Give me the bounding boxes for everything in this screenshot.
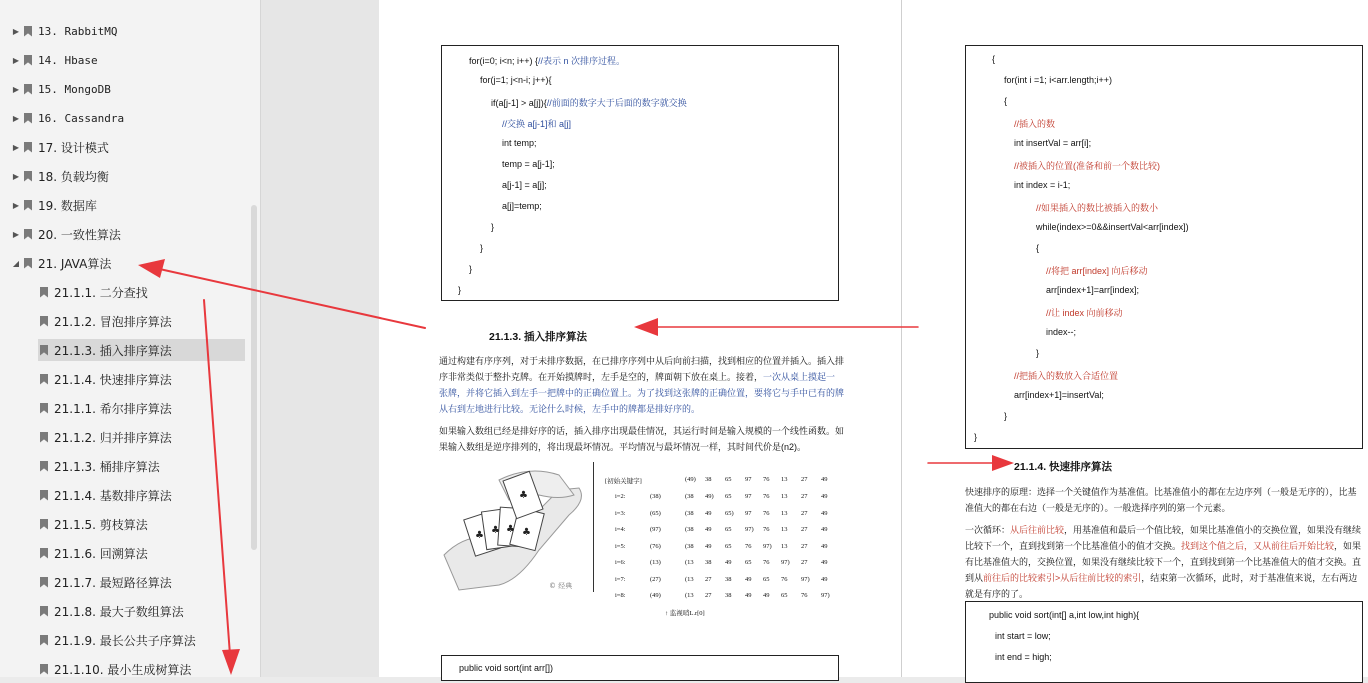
sidebar-item-label: 21.1.9. 最长公共子序算法: [54, 633, 196, 648]
quick-sort-code-block: [965, 601, 1363, 683]
code-comment: //被插入的位置(准备和前一个数比较): [1014, 161, 1160, 171]
sidebar-item-label: 14. Hbase: [38, 53, 98, 67]
code-comment: //把插入的数放入合适位置: [1014, 371, 1119, 381]
figure-divider: [593, 462, 594, 592]
table-cell: 65: [725, 526, 732, 533]
table-cell: 27: [705, 592, 712, 599]
para-text: ，如果有比基准值大的，交换位置，如果没有继续比较下一个，直到找到第一个比基准值大的值才交换。直到从: [965, 541, 1362, 583]
page-right: [902, 0, 1368, 677]
code-line: index--;: [1046, 327, 1077, 337]
sidebar-item[interactable]: [38, 426, 245, 448]
code-line: arr[index+1]=arr[index];: [1046, 285, 1140, 295]
table-cell: 49: [821, 476, 828, 483]
insertion-sort-complexity: 如果输入数组已经是排好序的话，插入排序出现最佳情况，其运行时间是输入规模的一个线性函数。如果输入数组是逆序排列的，将出现最坏情况。平均情况与最坏情况一样，其时间代价是(n2)。: [439, 426, 845, 452]
code-line: int end = high;: [995, 652, 1052, 662]
code-text: a[j]=temp;: [502, 201, 542, 211]
sidebar-item[interactable]: [10, 136, 250, 158]
code-text: for(i=0; i<n; i++) {: [469, 56, 539, 66]
table-cell: (38: [685, 509, 694, 517]
quick-sort-loop-description: [965, 522, 1363, 602]
chevron-right-icon[interactable]: ▶: [12, 171, 20, 181]
table-cell: 97: [745, 509, 752, 517]
code-text: }: [458, 285, 462, 295]
bookmark-icon: [40, 461, 48, 472]
code-line: [480, 243, 483, 253]
code-line: [469, 264, 472, 274]
table-cell: 65): [725, 509, 734, 517]
bookmark-icon: [40, 432, 48, 443]
table-key: (76): [650, 542, 661, 550]
chevron-right-icon[interactable]: ▶: [12, 84, 20, 94]
para-text-highlight: 从后往前比较: [1010, 525, 1065, 535]
bookmark-icon: [24, 200, 32, 211]
table-cell: 13: [781, 493, 788, 500]
chevron-right-icon[interactable]: ▶: [12, 200, 20, 210]
table-cell: 65: [781, 592, 788, 599]
code-comment: //交换 a[j-1]和 a[j]: [502, 119, 572, 129]
table-footer: ↑ 监视哨L.r[0]: [665, 610, 705, 617]
page-left: [379, 0, 901, 677]
bookmark-icon: [40, 635, 48, 646]
bookmark-icon: [24, 84, 32, 95]
sidebar-item-label: 19. 数据库: [38, 198, 97, 213]
sidebar-item-label: 21.1.5. 剪枝算法: [54, 517, 148, 532]
bookmark-icon: [24, 26, 32, 37]
code-line: for(int i =1; i<arr.length;i++): [1004, 75, 1113, 85]
table-row-label: i=2:: [615, 493, 626, 500]
table-cell: 38: [725, 575, 732, 583]
bookmark-icon: [40, 287, 48, 298]
table-cell: 76: [745, 542, 752, 550]
code-line: {: [992, 54, 996, 64]
table-key: (65): [650, 509, 661, 517]
table-cell: 27: [801, 542, 808, 550]
code-line: {: [1036, 243, 1040, 253]
chevron-right-icon[interactable]: ▶: [12, 113, 20, 123]
bubble-sort-code-block: [441, 45, 839, 301]
code-line: }: [1004, 411, 1008, 421]
sidebar-item[interactable]: [38, 281, 245, 303]
table-cell: 27: [801, 476, 808, 483]
table-cell: 49: [821, 559, 828, 566]
svg-text:♣: ♣: [506, 524, 515, 535]
table-key: (27): [650, 575, 661, 583]
sidebar-item[interactable]: [38, 339, 245, 361]
bookmark-icon: [24, 113, 32, 124]
code-text: }: [469, 264, 473, 274]
quick-sort-principle: 快速排序的原理：选择一个关键值作为基准值。比基准值小的都在左边序列（一般是无序的），比基准值大的都在右边（一般是无序的）。一般选择序列的第一个元素。: [965, 487, 1357, 513]
sidebar-item-label: 15. MongoDB: [38, 82, 111, 96]
table-row-label: i=8:: [615, 592, 626, 599]
table-row-label: i=7:: [615, 575, 626, 583]
table-row-label: i=3:: [615, 509, 626, 517]
chevron-right-icon[interactable]: ▶: [12, 142, 20, 152]
table-cell: 76: [801, 592, 808, 599]
sidebar-item[interactable]: [10, 252, 250, 274]
bookmark-icon: [40, 548, 48, 559]
sidebar-item[interactable]: [38, 629, 245, 651]
sidebar-item[interactable]: [38, 571, 245, 593]
sidebar-item-label: 21.1.2. 冒泡排序算法: [54, 314, 172, 329]
para-text-highlight: 前往后的比较索引>从后往前比较的索引: [983, 573, 1142, 583]
sidebar-item[interactable]: [38, 513, 245, 535]
table-cell: 65: [725, 542, 732, 550]
sidebar-scrollbar[interactable]: [251, 205, 257, 550]
sidebar-item[interactable]: [38, 542, 245, 564]
code-text: }: [480, 243, 484, 253]
table-row-label: i=6:: [615, 559, 626, 566]
sidebar-item-label: 16. Cassandra: [38, 111, 125, 125]
code-comment: //插入的数: [1014, 119, 1056, 129]
table-cell: 76: [763, 493, 770, 500]
table-cell: 65: [763, 575, 770, 583]
svg-text:♣: ♣: [475, 530, 484, 541]
sidebar-item[interactable]: [10, 78, 250, 100]
table-cell: 65: [725, 476, 732, 483]
bookmark-icon: [24, 55, 32, 66]
chevron-down-icon[interactable]: ◢: [12, 258, 20, 268]
table-cell: (49): [685, 476, 696, 483]
code-line: [502, 138, 537, 148]
table-cell: 76: [763, 526, 770, 533]
sidebar-item[interactable]: [38, 310, 245, 332]
document-viewer: [261, 0, 1368, 677]
sidebar-item-label: 21.1.4. 快速排序算法: [54, 372, 172, 387]
table-cell: 97): [763, 542, 772, 550]
sidebar-item-label: 20. 一致性算法: [38, 227, 121, 242]
table-row-label: [初始关键字]: [605, 478, 642, 485]
code-line: [491, 222, 494, 232]
sidebar-item-label: 21.1.1. 希尔排序算法: [54, 401, 172, 416]
table-row-label: i=5:: [615, 542, 626, 550]
code-text: if(a[j-1] > a[j]){: [491, 98, 547, 108]
code-line: public void sort(int[] a,int low,int high){: [989, 610, 1140, 620]
chevron-right-icon[interactable]: ▶: [12, 55, 20, 65]
sidebar-item-label: 21.1.10. 最小生成树算法: [54, 662, 192, 677]
table-cell: 27: [801, 509, 808, 517]
sidebar-item[interactable]: [38, 455, 245, 477]
sidebar-item-label: 21.1.3. 插入排序算法: [54, 343, 172, 358]
card-hand-illustration: [439, 460, 589, 595]
table-cell: 27: [705, 575, 712, 583]
table-cell: 65: [745, 559, 752, 566]
table-key: (49): [650, 592, 661, 599]
code-line: [502, 201, 542, 211]
table-cell: 97: [745, 493, 752, 500]
sidebar-item[interactable]: [10, 20, 250, 42]
table-cell: 27: [801, 526, 808, 533]
table-cell: 97: [745, 476, 752, 483]
table-cell: 49: [705, 509, 712, 517]
sidebar-item-label: 21.1.4. 基数排序算法: [54, 488, 172, 503]
table-cell: 76: [763, 509, 770, 517]
table-cell: (13: [685, 592, 694, 599]
code-comment: //让 index 向前移动: [1046, 308, 1123, 318]
table-cell: 49: [821, 575, 828, 583]
sidebar-item-label: 21.1.1. 二分查找: [54, 285, 148, 300]
table-cell: (38: [685, 542, 694, 550]
insertion-sort-code-block: [441, 655, 839, 681]
para-text-highlight: 一次从桌上摸起一张牌，并将它插入到左手一把牌中的正确位置上。为了找到这张牌的正确位置，要将它与手中已有的牌从右到左地进行比较。无论什么时候，左手中的牌都是排好序的。: [439, 372, 845, 414]
code-line: public void sort(int arr[]): [459, 663, 554, 673]
svg-text:♣: ♣: [491, 525, 500, 536]
table-cell: 49: [821, 542, 828, 550]
table-cell: 38: [705, 559, 712, 566]
code-line: arr[index+1]=insertVal;: [1014, 390, 1104, 400]
para-text: ，用基准值和最后一个值比较，如果比基准值小的交换位置，如果没有继续比较下一个，直到找到第一个比基准值小的值才交换。: [965, 525, 1362, 551]
table-cell: (13: [685, 575, 694, 583]
code-text: int temp;: [502, 138, 537, 148]
table-cell: 49: [821, 493, 828, 500]
image-watermark: © 经典: [549, 582, 573, 590]
para-text: ，结束第一次循环，此时，对于基准值来说，左右两边就是有序的了。: [965, 573, 1358, 599]
table-cell: 13: [781, 542, 788, 550]
table-cell: (38: [685, 526, 694, 533]
sidebar-item[interactable]: [38, 658, 245, 677]
bookmark-icon: [40, 664, 48, 675]
table-cell: 49: [725, 559, 732, 566]
bookmark-icon: [24, 229, 32, 240]
table-cell: 97): [745, 526, 754, 533]
code-comment: //前面的数字大于后面的数字就交换: [546, 98, 687, 108]
sidebar-item[interactable]: [10, 194, 250, 216]
code-line: [458, 285, 461, 295]
bookmark-icon: [40, 577, 48, 588]
code-line: [502, 180, 547, 190]
code-line: [469, 54, 625, 67]
code-line: int index = i-1;: [1014, 180, 1071, 190]
para-text-highlight: 找到这个值之后，又从前往后开始比较: [1181, 541, 1335, 551]
table-cell: 49: [821, 509, 828, 517]
sidebar-item-label: 21.1.6. 回溯算法: [54, 546, 148, 561]
sidebar-item-label: 21.1.7. 最短路径算法: [54, 575, 172, 590]
bookmark-icon: [40, 403, 48, 414]
code-line: int start = low;: [995, 631, 1051, 641]
table-cell: 49: [763, 592, 770, 599]
sidebar-item-label: 17. 设计模式: [38, 140, 109, 155]
sidebar-item-label: 21.1.8. 最大子数组算法: [54, 604, 184, 619]
code-comment: //如果插入的数比被插入的数小: [1036, 203, 1159, 213]
code-line: [502, 159, 555, 169]
table-cell: 49: [821, 526, 828, 533]
bookmark-icon: [40, 345, 48, 356]
sidebar-item[interactable]: [38, 368, 245, 390]
insertion-sort-steps-table: [605, 476, 835, 617]
table-cell: 76: [781, 575, 788, 583]
table-cell: 13: [781, 476, 788, 483]
table-cell: 49: [745, 575, 752, 583]
table-cell: 97): [781, 559, 790, 566]
sidebar-item-label: 21. JAVA算法: [38, 256, 112, 271]
sidebar-item[interactable]: [38, 397, 245, 419]
sidebar-item-label: 21.1.2. 归并排序算法: [54, 430, 172, 445]
bookmark-icon: [40, 490, 48, 501]
table-cell: 49): [705, 493, 714, 500]
bookmark-icon: [40, 374, 48, 385]
sidebar-item[interactable]: [38, 484, 245, 506]
code-comment: //将把 arr[index] 向后移动: [1046, 266, 1148, 276]
code-text: for(j=1; j<n-i; j++){: [480, 75, 552, 85]
bookmark-icon: [40, 316, 48, 327]
code-line: [502, 117, 571, 130]
table-cell: (13: [685, 559, 694, 566]
insertion-sort-code-continued: [965, 45, 1363, 449]
table-cell: 38: [705, 476, 712, 483]
code-line: while(index>=0&&insertVal<arr[index]): [1036, 222, 1189, 232]
table-cell: 65: [725, 493, 732, 500]
table-cell: 49: [745, 592, 752, 599]
code-text: }: [491, 222, 495, 232]
sidebar-item[interactable]: [10, 49, 250, 71]
svg-text:♣: ♣: [522, 527, 531, 538]
sidebar-item[interactable]: [38, 600, 245, 622]
bookmark-icon: [24, 142, 32, 153]
table-cell: 13: [781, 526, 788, 533]
table-cell: 49: [705, 526, 712, 533]
table-row-label: i=4:: [615, 526, 626, 533]
chevron-right-icon[interactable]: ▶: [12, 229, 20, 239]
table-cell: 38: [725, 592, 732, 599]
code-line: [480, 75, 552, 85]
code-line: int insertVal = arr[i];: [1014, 138, 1092, 148]
code-text: a[j-1] = a[j];: [502, 180, 547, 190]
sidebar-item-label: 18. 负载均衡: [38, 169, 109, 184]
table-cell: 27: [801, 493, 808, 500]
para-text: 通过构建有序序列，对于未排序数据，在已排序序列中从后向前扫描，找到相应的位置并插入。插入排序非常类似于整扑克牌。在开始摸牌时，左手是空的，牌面朝下放在桌上。接着，: [439, 356, 845, 382]
svg-text:♣: ♣: [519, 490, 528, 501]
table-key: (13): [650, 559, 661, 566]
table-cell: 27: [801, 559, 808, 566]
sidebar-item-label: 21.1.3. 桶排序算法: [54, 459, 160, 474]
code-line: {: [1004, 96, 1008, 106]
table-cell: (38: [685, 493, 694, 500]
para-text: 一次循环：: [965, 525, 1011, 535]
table-cell: 49: [705, 542, 712, 550]
sidebar-item[interactable]: [10, 165, 250, 187]
table-cell: 97): [801, 575, 810, 583]
bookmark-icon: [24, 171, 32, 182]
table-cell: 76: [763, 559, 770, 566]
code-line: }: [974, 432, 978, 442]
code-line: }: [1036, 348, 1040, 358]
table-cell: 13: [781, 509, 788, 517]
sidebar-item-label: 13. RabbitMQ: [38, 24, 118, 38]
section-heading-quick-sort: 21.1.4. 快速排序算法: [1014, 461, 1113, 473]
bookmark-icon: [40, 606, 48, 617]
bookmark-icon: [40, 519, 48, 530]
outline-sidebar: [0, 0, 261, 677]
table-cell: 76: [763, 476, 770, 483]
code-comment: //表示 n 次排序过程。: [538, 56, 626, 66]
section-heading-insertion-sort: 21.1.3. 插入排序算法: [489, 331, 588, 343]
sidebar-item[interactable]: [10, 107, 250, 129]
table-key: (97): [650, 526, 661, 533]
chevron-right-icon[interactable]: ▶: [12, 26, 20, 36]
insertion-sort-description: [439, 353, 844, 417]
table-key: (38): [650, 493, 661, 500]
table-cell: 97): [821, 592, 830, 599]
sidebar-item[interactable]: [10, 223, 250, 245]
bookmark-icon: [24, 258, 32, 269]
code-line: [491, 96, 687, 109]
code-text: temp = a[j-1];: [502, 159, 555, 169]
